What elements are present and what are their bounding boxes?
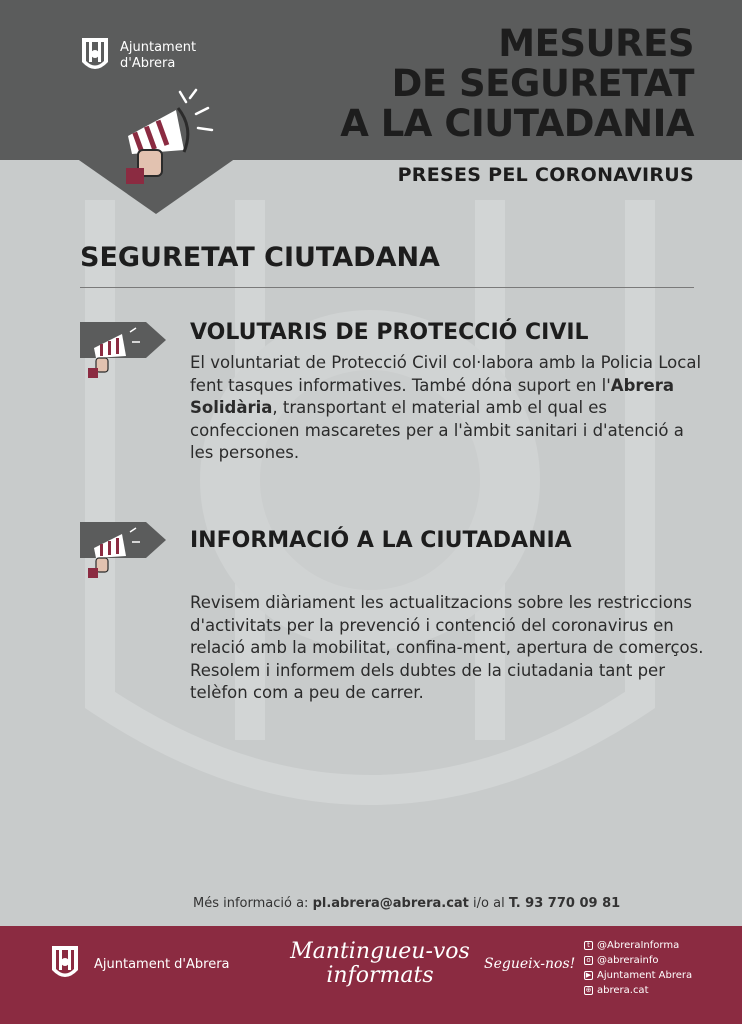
item-body-text: , transportant el material amb el qual es confeccionen mascaretes per a l'àmbit sanitari i d'atenció a les persones. [190, 398, 684, 462]
social-instagram-text: @abrerainfo [597, 955, 659, 966]
abrera-solidaria-text: Abrera Solidària [190, 375, 674, 417]
social-twitter[interactable] [584, 938, 692, 953]
megaphone-tag-icon [80, 322, 166, 380]
megaphone-tag-icon [80, 522, 166, 580]
contact-phone[interactable]: T. 93 770 09 81 [508, 896, 621, 911]
social-twitter-text: @AbreraInforma [597, 940, 680, 951]
item-title-proteccio-civil: VOLUTARIS DE PROTECCIÓ CIVIL [190, 320, 589, 345]
globe-icon: ⊕ [585, 986, 592, 994]
megaphone-icon [118, 88, 218, 188]
instagram-icon: o [584, 956, 593, 965]
slogan [280, 940, 480, 988]
contact-middle: i/o al [468, 896, 509, 911]
youtube-icon: ▶ [585, 971, 592, 979]
contact-email[interactable]: pl.abrera@abrera.cat [312, 896, 469, 911]
subtitle: PRESES PEL CORONAVIRUS [397, 164, 694, 186]
social-website[interactable] [584, 983, 692, 998]
section-divider [80, 287, 694, 288]
title-line2: DE SEGURETAT [391, 62, 694, 105]
social-links [584, 938, 692, 998]
coat-of-arms-icon [80, 36, 110, 76]
slogan-line2: informats [326, 963, 434, 988]
title-line1: MESURES [498, 22, 694, 65]
follow-text: Segueix-nos! [484, 956, 576, 972]
section-title: SEGURETAT CIUTADANA [80, 242, 440, 273]
item-body-proteccio-civil [190, 352, 710, 465]
logo-text-line2: d'Abrera [120, 56, 176, 71]
contact-line [193, 896, 620, 911]
item-body-informacio: Revisem diàriament les actualitzacions sobre les restriccions d'activitats per la prevenció i contenció del coronavirus en relació amb la mobilitat, confina-ment, apertura de comerços. Resolem i informem dels dubtes de la ciutadania tant per telèfon com a peu de carrer. [190, 593, 704, 702]
item-body-text: El voluntariat de Protecció Civil col·labora amb la Policia Local fent tasques informatives. També dóna suport en l' [190, 353, 702, 395]
slogan-line1: Mantingueu-vos [290, 939, 470, 964]
logo [80, 36, 196, 76]
coat-of-arms-icon [50, 944, 80, 984]
item-title-informacio: INFORMACIÓ A LA CIUTADANIA [190, 528, 572, 553]
social-youtube[interactable] [584, 968, 692, 983]
logo-text-line1: Ajuntament [120, 40, 197, 55]
title-line3: A LA CIUTADANIA [340, 102, 694, 145]
page-title [340, 24, 694, 144]
contact-prefix: Més informació a: [193, 896, 313, 911]
social-youtube-text: Ajuntament Abrera [597, 970, 693, 981]
footer-band [0, 926, 742, 1024]
social-website-text: abrera.cat [597, 985, 649, 996]
footer-logo-text: Ajuntament d'Abrera [94, 956, 230, 972]
twitter-icon: t [584, 941, 593, 950]
social-instagram[interactable] [584, 953, 692, 968]
footer-logo [50, 944, 230, 984]
